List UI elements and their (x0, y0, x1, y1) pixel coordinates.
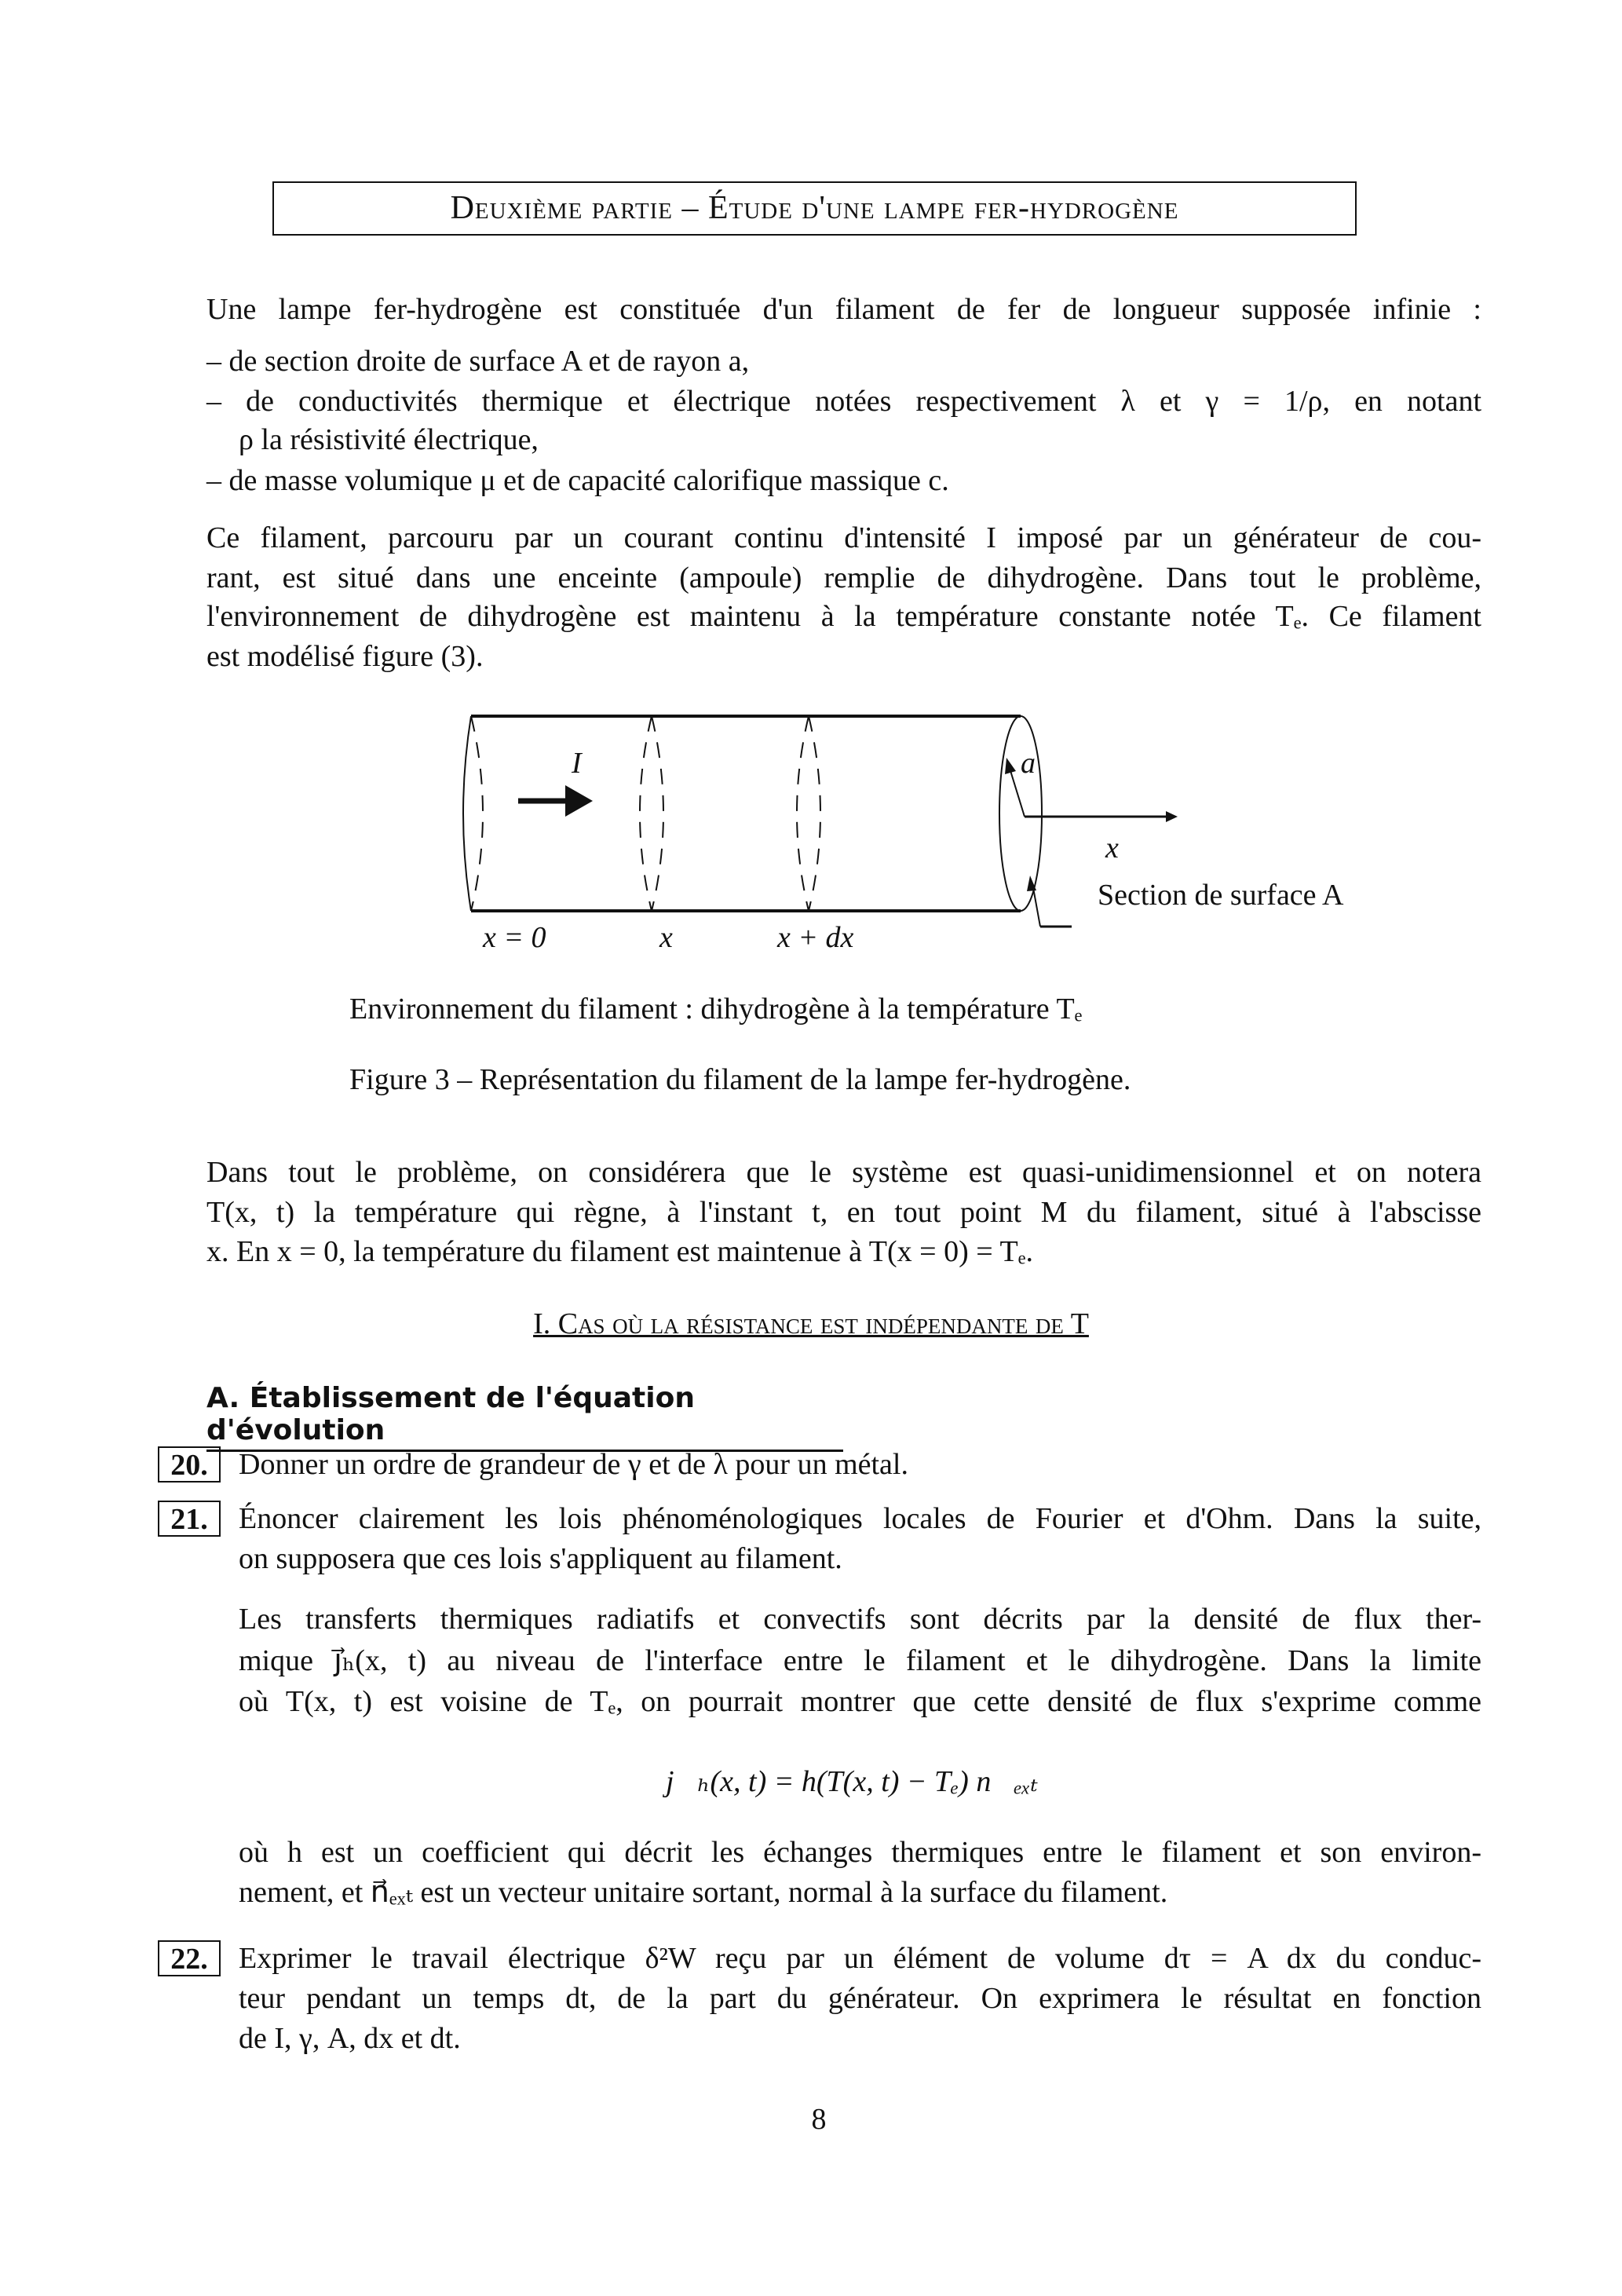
figure-environment: Environnement du filament : dihydrogène à la température Tₑ (349, 993, 1083, 1026)
section-x-dx (797, 716, 809, 911)
left-end-outline (463, 716, 471, 911)
text-line: Ce filament, parcouru par un courant continu d'intensité I imposé par un générateur de cou- (206, 521, 1481, 554)
figure-caption: Figure 3 – Représentation du filament de la lampe fer-hydrogène. (349, 1063, 1131, 1096)
x0-label: x = 0 (483, 921, 546, 954)
text-line: Les transferts thermiques radiatifs et convectifs sont décrits par la densité de flux ther- (239, 1603, 1481, 1636)
question-number: 22. (158, 1940, 221, 1976)
flux-equation: j⃗ₕ(x, t) = h(T(x, t) − Tₑ) n⃗ₑₓₜ (665, 1765, 1039, 1798)
x-dx-label: x + dx (777, 921, 854, 954)
question-number: 21. (158, 1501, 221, 1537)
page-number: 8 (811, 2103, 827, 2136)
text-line: l'environnement de dihydrogène est maintenu à la température constante notée Tₑ. Ce filament (206, 600, 1481, 633)
text-line: Dans tout le problème, on considérera que le système est quasi-unidimensionnel et on notera (206, 1156, 1481, 1189)
question-text: teur pendant un temps dt, de la part du générateur. On exprimera le résultat en fonction (239, 1982, 1481, 2015)
x-label: x (659, 921, 673, 954)
list-item: – de section droite de surface A et de rayon a, (206, 345, 750, 378)
text-line: où T(x, t) est voisine de Tₑ, on pourrait montrer que cette densité de flux s'exprime comme (239, 1685, 1481, 1718)
section-heading: I. Cas où la résistance est indépendante de T (533, 1307, 1089, 1340)
subsection-heading: A. Établissement de l'équation d'évolution (206, 1382, 843, 1452)
axis-label: x (1105, 832, 1119, 865)
list-item-cont: ρ la résistivité électrique, (239, 423, 539, 456)
question-text: Donner un ordre de grandeur de γ et de λ pour un métal. (239, 1448, 908, 1481)
text-line: nement, et n⃗ₑₓₜ est un vecteur unitaire sortant, normal à la surface du filament. (239, 1876, 1168, 1909)
text-line: mique j⃗ₕ(x, t) au niveau de l'interface entre le filament et le dihydrogène. Dans la limite (239, 1644, 1481, 1677)
question-text: Exprimer le travail électrique δ²W reçu par un élément de volume dτ = A dx du conduc- (239, 1942, 1481, 1975)
text-line: Une lampe fer-hydrogène est constituée d'un filament de fer de longueur supposée infinie : (206, 293, 1481, 326)
text-line: T(x, t) la température qui règne, à l'instant t, en tout point M du filament, situé à l'abscisse (206, 1196, 1481, 1229)
list-item: – de masse volumique μ et de capacité calorifique massique c. (206, 464, 949, 497)
text-line: x. En x = 0, la température du filament est maintenue à T(x = 0) = Tₑ. (206, 1235, 1033, 1268)
text-line: est modélisé figure (3). (206, 640, 484, 673)
section-x (640, 716, 652, 911)
current-label: I (572, 747, 582, 780)
cylinder-diagram (440, 699, 1413, 958)
section-label: Section de surface A (1098, 879, 1344, 912)
radius-label: a (1021, 747, 1036, 780)
question-text: de I, γ, A, dx et dt. (239, 2022, 461, 2055)
text-line: rant, est situé dans une enceinte (ampoule) remplie de dihydrogène. Dans tout le problème, (206, 561, 1481, 594)
question-text: on supposera que ces lois s'appliquent au filament. (239, 1542, 842, 1575)
question-text: Énoncer clairement les lois phénoménologiques locales de Fourier et d'Ohm. Dans la suite, (239, 1502, 1481, 1535)
list-item: – de conductivités thermique et électrique notées respectivement λ et γ = 1/ρ, en notant (206, 385, 1481, 418)
part-title: Deuxième partie – Étude d'une lampe fer-hydrogène (272, 181, 1357, 236)
question-number: 20. (158, 1446, 221, 1483)
left-end-hidden (471, 716, 483, 911)
text-line: où h est un coefficient qui décrit les échanges thermiques entre le filament et son environ- (239, 1836, 1481, 1869)
filament-figure (440, 699, 1413, 958)
